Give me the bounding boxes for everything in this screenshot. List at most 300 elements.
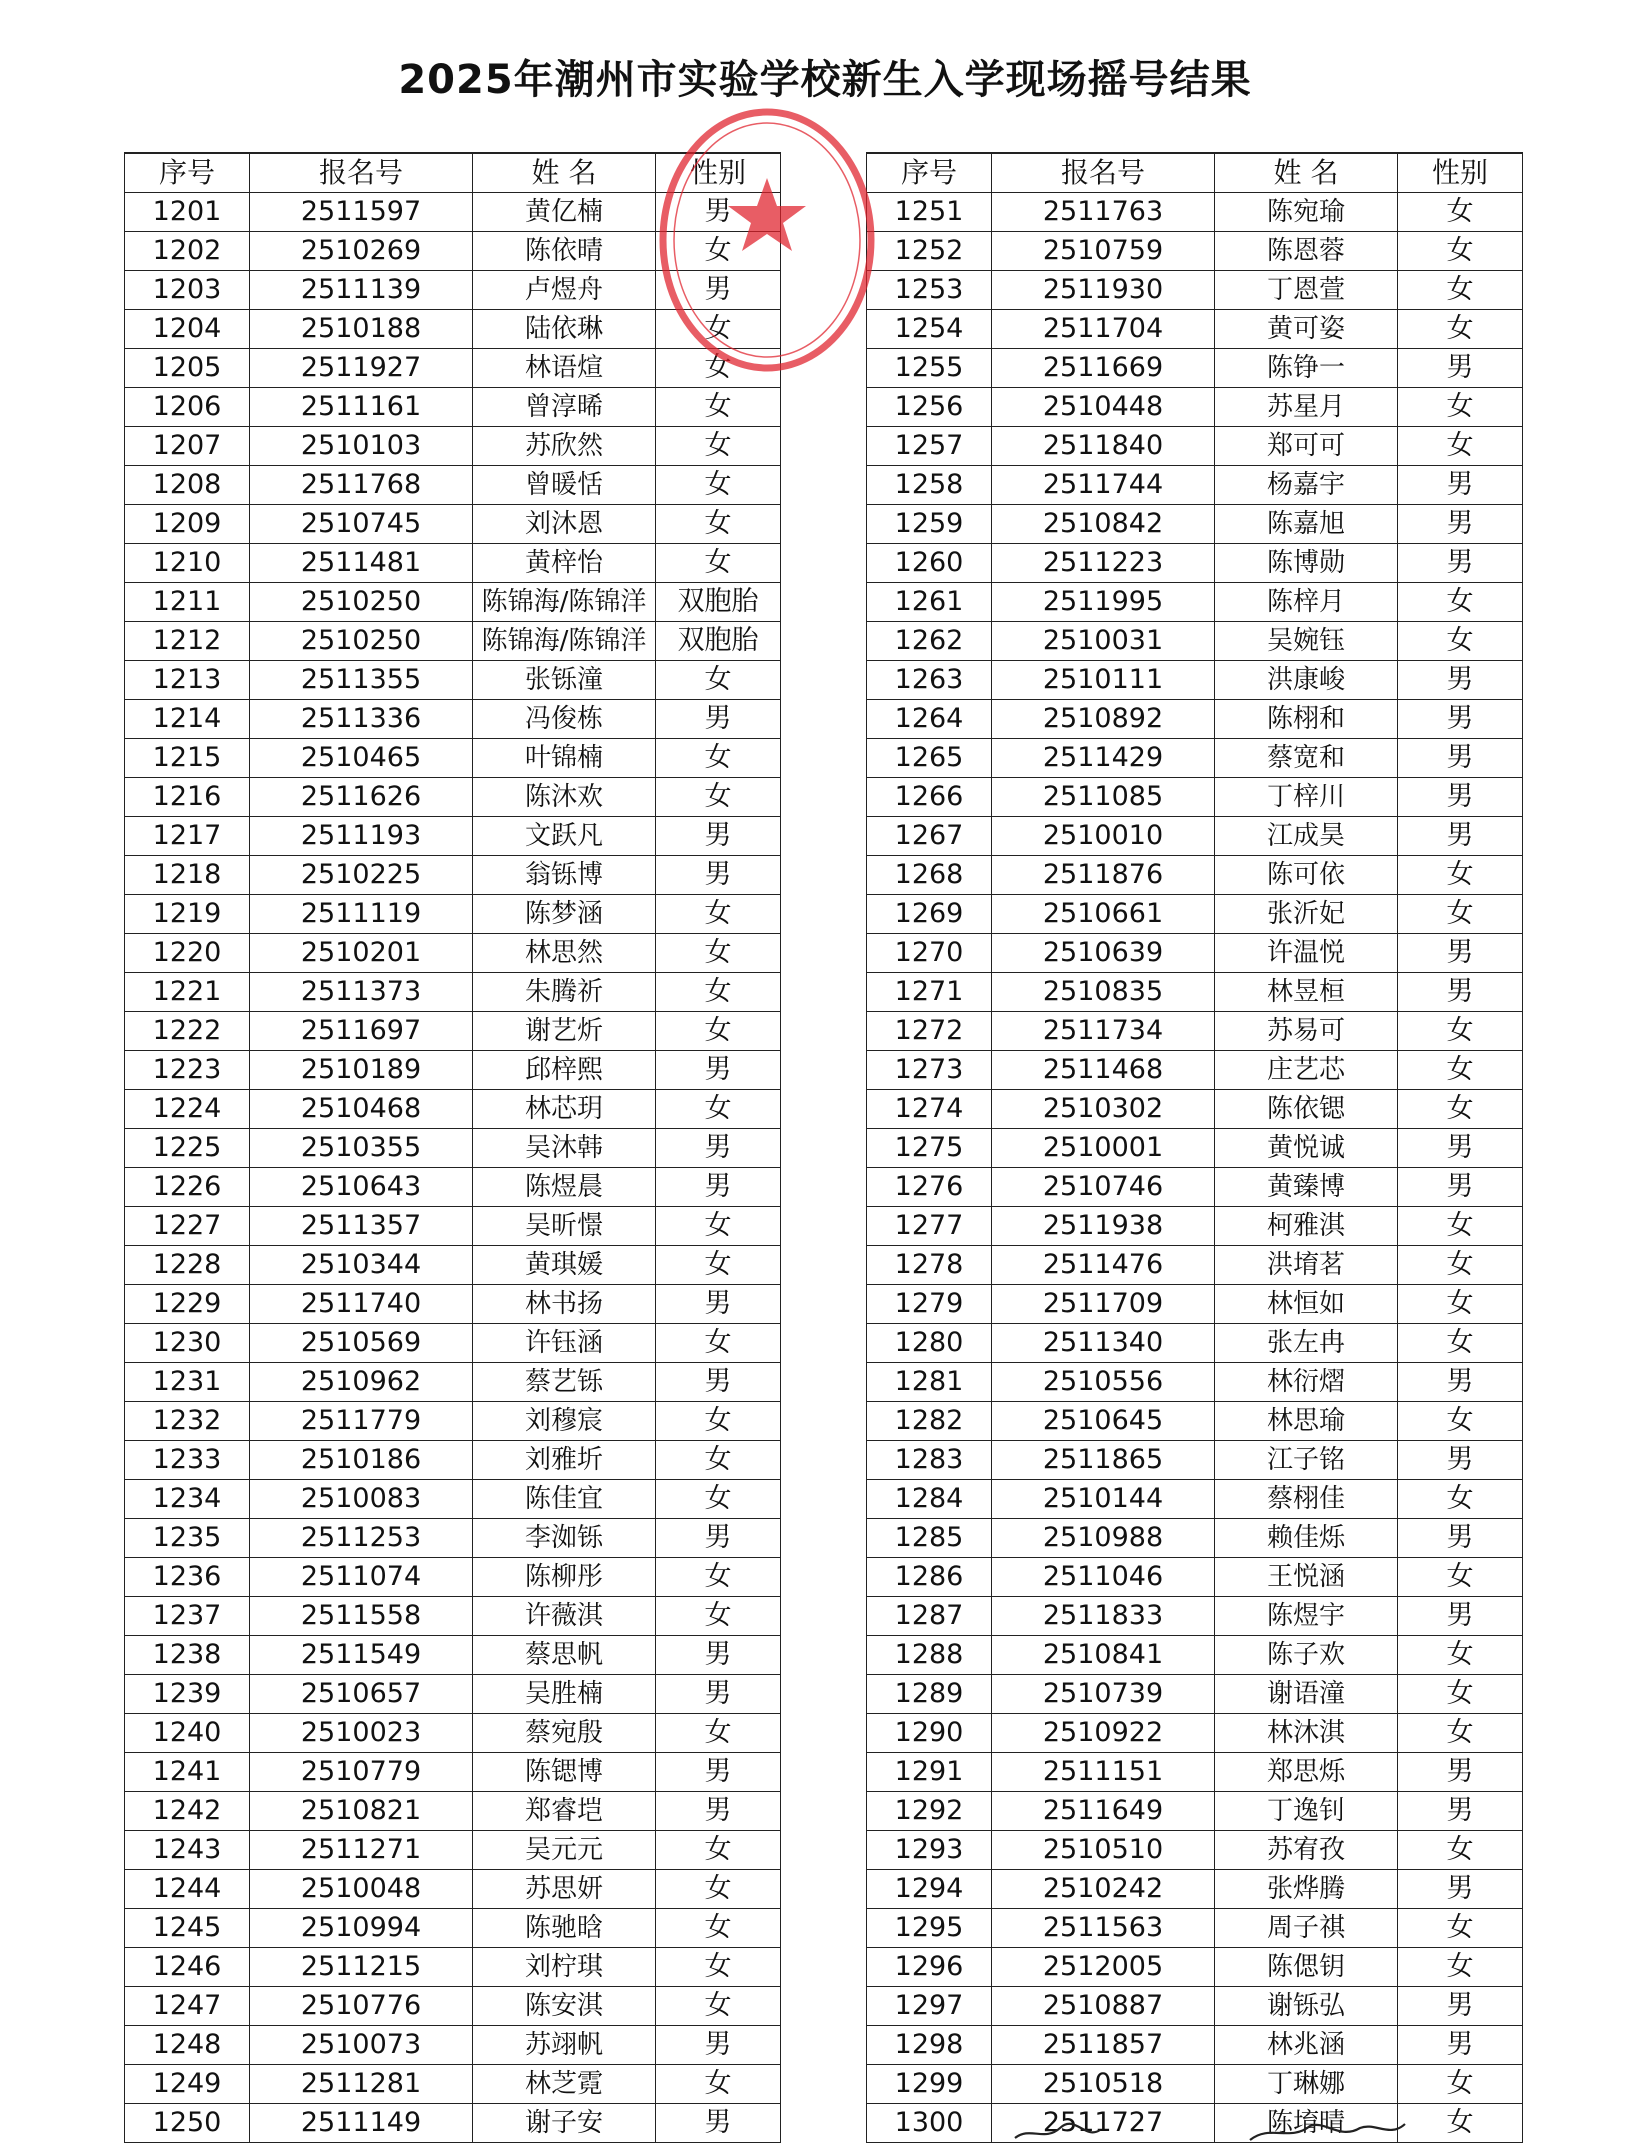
table-row bbox=[867, 271, 1523, 310]
cell-gender: 女 bbox=[1398, 622, 1523, 661]
cell-reg-no: 2510242 bbox=[992, 1870, 1215, 1909]
table-row bbox=[125, 1207, 781, 1246]
table-row bbox=[867, 700, 1523, 739]
cell-seq: 1247 bbox=[125, 1987, 250, 2026]
cell-name: 苏思妍 bbox=[473, 1870, 656, 1909]
cell-seq: 1238 bbox=[125, 1636, 250, 1675]
cell-reg-no: 2510023 bbox=[250, 1714, 473, 1753]
cell-seq: 1267 bbox=[867, 817, 992, 856]
cell-reg-no: 2510031 bbox=[992, 622, 1215, 661]
cell-name: 黄臻博 bbox=[1215, 1168, 1398, 1207]
cell-seq: 1218 bbox=[125, 856, 250, 895]
cell-name: 丁恩萱 bbox=[1215, 271, 1398, 310]
cell-gender: 男 bbox=[656, 1363, 781, 1402]
cell-seq: 1234 bbox=[125, 1480, 250, 1519]
cell-gender: 男 bbox=[656, 700, 781, 739]
cell-reg-no: 2511429 bbox=[992, 739, 1215, 778]
cell-seq: 1292 bbox=[867, 1792, 992, 1831]
cell-gender: 男 bbox=[1398, 1168, 1523, 1207]
cell-name: 刘沐恩 bbox=[473, 505, 656, 544]
cell-name: 曾淳晞 bbox=[473, 388, 656, 427]
cell-reg-no: 2511357 bbox=[250, 1207, 473, 1246]
cell-gender: 女 bbox=[656, 2065, 781, 2104]
cell-reg-no: 2510250 bbox=[250, 622, 473, 661]
cell-name: 谢子安 bbox=[473, 2104, 656, 2143]
header-name: 姓 名 bbox=[473, 153, 656, 193]
cell-name: 柯雅淇 bbox=[1215, 1207, 1398, 1246]
cell-seq: 1255 bbox=[867, 349, 992, 388]
cell-name: 陈煜宇 bbox=[1215, 1597, 1398, 1636]
cell-gender: 男 bbox=[656, 271, 781, 310]
cell-seq: 1263 bbox=[867, 661, 992, 700]
cell-name: 张烨腾 bbox=[1215, 1870, 1398, 1909]
cell-gender: 男 bbox=[1398, 661, 1523, 700]
cell-reg-no: 2511373 bbox=[250, 973, 473, 1012]
cell-seq: 1229 bbox=[125, 1285, 250, 1324]
table-row bbox=[867, 1285, 1523, 1324]
cell-gender: 男 bbox=[656, 1285, 781, 1324]
cell-name: 郑睿垲 bbox=[473, 1792, 656, 1831]
cell-seq: 1259 bbox=[867, 505, 992, 544]
cell-gender: 女 bbox=[1398, 1012, 1523, 1051]
cell-gender: 女 bbox=[1398, 232, 1523, 271]
cell-seq: 1210 bbox=[125, 544, 250, 583]
table-row bbox=[867, 1558, 1523, 1597]
cell-seq: 1250 bbox=[125, 2104, 250, 2143]
cell-name: 蔡宛殷 bbox=[473, 1714, 656, 1753]
cell-gender: 男 bbox=[656, 856, 781, 895]
cell-gender: 女 bbox=[1398, 1948, 1523, 1987]
cell-reg-no: 2510556 bbox=[992, 1363, 1215, 1402]
cell-reg-no: 2511151 bbox=[992, 1753, 1215, 1792]
cell-name: 蔡栩佳 bbox=[1215, 1480, 1398, 1519]
cell-name: 陈锦海/陈锦洋 bbox=[473, 583, 656, 622]
table-row bbox=[867, 1129, 1523, 1168]
cell-name: 陈可依 bbox=[1215, 856, 1398, 895]
table-row bbox=[867, 1753, 1523, 1792]
table-row bbox=[867, 622, 1523, 661]
cell-seq: 1236 bbox=[125, 1558, 250, 1597]
cell-seq: 1285 bbox=[867, 1519, 992, 1558]
cell-gender: 女 bbox=[656, 505, 781, 544]
cell-name: 郑可可 bbox=[1215, 427, 1398, 466]
cell-reg-no: 2511355 bbox=[250, 661, 473, 700]
cell-seq: 1268 bbox=[867, 856, 992, 895]
cell-seq: 1228 bbox=[125, 1246, 250, 1285]
table-row bbox=[125, 1480, 781, 1519]
cell-gender: 男 bbox=[1398, 700, 1523, 739]
cell-name: 叶锦楠 bbox=[473, 739, 656, 778]
cell-seq: 1226 bbox=[125, 1168, 250, 1207]
document-title: 2025年潮州市实验学校新生入学现场摇号结果 bbox=[398, 57, 1252, 103]
cell-gender: 女 bbox=[656, 544, 781, 583]
table-row bbox=[867, 1324, 1523, 1363]
cell-name: 林恒如 bbox=[1215, 1285, 1398, 1324]
cell-reg-no: 2510302 bbox=[992, 1090, 1215, 1129]
cell-name: 林沐淇 bbox=[1215, 1714, 1398, 1753]
table-row bbox=[867, 310, 1523, 349]
cell-gender: 男 bbox=[656, 1519, 781, 1558]
cell-gender: 女 bbox=[656, 388, 781, 427]
table-row bbox=[867, 2065, 1523, 2104]
cell-name: 冯俊栋 bbox=[473, 700, 656, 739]
table-row bbox=[125, 778, 781, 817]
cell-seq: 1274 bbox=[867, 1090, 992, 1129]
cell-seq: 1217 bbox=[125, 817, 250, 856]
cell-gender: 女 bbox=[656, 1480, 781, 1519]
table-row bbox=[125, 1987, 781, 2026]
cell-name: 张左冉 bbox=[1215, 1324, 1398, 1363]
table-row bbox=[867, 232, 1523, 271]
cell-name: 黄悦诚 bbox=[1215, 1129, 1398, 1168]
cell-gender: 女 bbox=[656, 349, 781, 388]
cell-gender: 女 bbox=[1398, 1714, 1523, 1753]
cell-reg-no: 2511549 bbox=[250, 1636, 473, 1675]
cell-gender: 女 bbox=[656, 1597, 781, 1636]
cell-gender: 女 bbox=[656, 1090, 781, 1129]
cell-gender: 男 bbox=[656, 193, 781, 232]
cell-seq: 1294 bbox=[867, 1870, 992, 1909]
cell-gender: 男 bbox=[1398, 2026, 1523, 2065]
cell-reg-no: 2511139 bbox=[250, 271, 473, 310]
cell-gender: 男 bbox=[656, 1129, 781, 1168]
cell-reg-no: 2511558 bbox=[250, 1597, 473, 1636]
table-row bbox=[125, 1753, 781, 1792]
cell-seq: 1222 bbox=[125, 1012, 250, 1051]
table-row bbox=[125, 1324, 781, 1363]
cell-seq: 1244 bbox=[125, 1870, 250, 1909]
table-row bbox=[867, 856, 1523, 895]
cell-name: 庄艺芯 bbox=[1215, 1051, 1398, 1090]
cell-seq: 1207 bbox=[125, 427, 250, 466]
cell-seq: 1212 bbox=[125, 622, 250, 661]
official-seal-stamp bbox=[655, 95, 880, 375]
cell-gender: 女 bbox=[656, 934, 781, 973]
cell-reg-no: 2511193 bbox=[250, 817, 473, 856]
table-row bbox=[867, 1948, 1523, 1987]
cell-gender: 女 bbox=[1398, 1207, 1523, 1246]
cell-name: 黄梓怡 bbox=[473, 544, 656, 583]
cell-reg-no: 2510835 bbox=[992, 973, 1215, 1012]
cell-gender: 男 bbox=[1398, 1870, 1523, 1909]
cell-reg-no: 2510645 bbox=[992, 1402, 1215, 1441]
cell-reg-no: 2510010 bbox=[992, 817, 1215, 856]
table-row bbox=[867, 895, 1523, 934]
cell-seq: 1271 bbox=[867, 973, 992, 1012]
cell-gender: 女 bbox=[1398, 2065, 1523, 2104]
cell-gender: 女 bbox=[1398, 1480, 1523, 1519]
cell-reg-no: 2510518 bbox=[992, 2065, 1215, 2104]
table-row bbox=[125, 1363, 781, 1402]
cell-reg-no: 2510779 bbox=[250, 1753, 473, 1792]
table-row bbox=[125, 1012, 781, 1051]
cell-seq: 1282 bbox=[867, 1402, 992, 1441]
cell-reg-no: 2511709 bbox=[992, 1285, 1215, 1324]
cell-gender: 双胞胎 bbox=[656, 583, 781, 622]
cell-gender: 男 bbox=[656, 2026, 781, 2065]
cell-seq: 1243 bbox=[125, 1831, 250, 1870]
cell-reg-no: 2510643 bbox=[250, 1168, 473, 1207]
table-row bbox=[125, 466, 781, 505]
table-row bbox=[125, 1909, 781, 1948]
table-row bbox=[125, 973, 781, 1012]
cell-seq: 1237 bbox=[125, 1597, 250, 1636]
cell-name: 陈偲钥 bbox=[1215, 1948, 1398, 1987]
cell-seq: 1296 bbox=[867, 1948, 992, 1987]
cell-seq: 1221 bbox=[125, 973, 250, 1012]
handwritten-signature bbox=[1000, 2118, 1460, 2144]
cell-seq: 1202 bbox=[125, 232, 250, 271]
cell-name: 李洳铄 bbox=[473, 1519, 656, 1558]
cell-reg-no: 2511468 bbox=[992, 1051, 1215, 1090]
header-gender: 性别 bbox=[1398, 153, 1523, 193]
cell-gender: 双胞胎 bbox=[656, 622, 781, 661]
table-row bbox=[867, 466, 1523, 505]
cell-seq: 1286 bbox=[867, 1558, 992, 1597]
cell-seq: 1254 bbox=[867, 310, 992, 349]
cell-reg-no: 2511649 bbox=[992, 1792, 1215, 1831]
table-row bbox=[867, 1246, 1523, 1285]
table-row bbox=[867, 661, 1523, 700]
cell-reg-no: 2511930 bbox=[992, 271, 1215, 310]
cell-reg-no: 2511563 bbox=[992, 1909, 1215, 1948]
cell-gender: 男 bbox=[1398, 1987, 1523, 2026]
cell-seq: 1248 bbox=[125, 2026, 250, 2065]
cell-name: 卢煜舟 bbox=[473, 271, 656, 310]
cell-seq: 1278 bbox=[867, 1246, 992, 1285]
cell-gender: 男 bbox=[656, 1675, 781, 1714]
cell-seq: 1213 bbox=[125, 661, 250, 700]
header-name: 姓 名 bbox=[1215, 153, 1398, 193]
cell-name: 陈铮一 bbox=[1215, 349, 1398, 388]
cell-gender: 女 bbox=[1398, 310, 1523, 349]
cell-reg-no: 2511927 bbox=[250, 349, 473, 388]
table-row bbox=[867, 739, 1523, 778]
cell-reg-no: 2511626 bbox=[250, 778, 473, 817]
cell-seq: 1230 bbox=[125, 1324, 250, 1363]
cell-reg-no: 2510344 bbox=[250, 1246, 473, 1285]
cell-seq: 1275 bbox=[867, 1129, 992, 1168]
cell-reg-no: 2510841 bbox=[992, 1636, 1215, 1675]
cell-reg-no: 2511481 bbox=[250, 544, 473, 583]
table-row bbox=[867, 544, 1523, 583]
cell-name: 陈煜晨 bbox=[473, 1168, 656, 1207]
cell-reg-no: 2512005 bbox=[992, 1948, 1215, 1987]
table-row bbox=[125, 544, 781, 583]
table-row bbox=[125, 700, 781, 739]
cell-gender: 女 bbox=[656, 1987, 781, 2026]
cell-reg-no: 2511840 bbox=[992, 427, 1215, 466]
cell-name: 文跃凡 bbox=[473, 817, 656, 856]
cell-name: 丁逸钊 bbox=[1215, 1792, 1398, 1831]
cell-reg-no: 2510083 bbox=[250, 1480, 473, 1519]
cell-name: 吴元元 bbox=[473, 1831, 656, 1870]
cell-seq: 1203 bbox=[125, 271, 250, 310]
cell-seq: 1273 bbox=[867, 1051, 992, 1090]
cell-gender: 女 bbox=[656, 310, 781, 349]
cell-reg-no: 2510657 bbox=[250, 1675, 473, 1714]
cell-name: 陈柳彤 bbox=[473, 1558, 656, 1597]
table-row bbox=[125, 1168, 781, 1207]
table-row bbox=[867, 193, 1523, 232]
cell-name: 张铄潼 bbox=[473, 661, 656, 700]
cell-reg-no: 2511876 bbox=[992, 856, 1215, 895]
cell-name: 洪康峻 bbox=[1215, 661, 1398, 700]
cell-gender: 男 bbox=[1398, 505, 1523, 544]
cell-name: 黄亿楠 bbox=[473, 193, 656, 232]
table-row bbox=[125, 1636, 781, 1675]
cell-reg-no: 2511704 bbox=[992, 310, 1215, 349]
table-row bbox=[125, 2104, 781, 2143]
cell-reg-no: 2511697 bbox=[250, 1012, 473, 1051]
cell-gender: 女 bbox=[1398, 271, 1523, 310]
table-row bbox=[867, 817, 1523, 856]
cell-gender: 女 bbox=[656, 1558, 781, 1597]
cell-reg-no: 2510001 bbox=[992, 1129, 1215, 1168]
cell-reg-no: 2510962 bbox=[250, 1363, 473, 1402]
cell-reg-no: 2511865 bbox=[992, 1441, 1215, 1480]
cell-seq: 1279 bbox=[867, 1285, 992, 1324]
table-row bbox=[125, 1090, 781, 1129]
cell-name: 杨嘉宇 bbox=[1215, 466, 1398, 505]
cell-seq: 1284 bbox=[867, 1480, 992, 1519]
cell-seq: 1291 bbox=[867, 1753, 992, 1792]
table-row bbox=[867, 1090, 1523, 1129]
table-header-row bbox=[867, 153, 1523, 193]
cell-seq: 1299 bbox=[867, 2065, 992, 2104]
table-row bbox=[125, 583, 781, 622]
cell-seq: 1287 bbox=[867, 1597, 992, 1636]
cell-seq: 1265 bbox=[867, 739, 992, 778]
results-table-right bbox=[866, 152, 1523, 2143]
cell-seq: 1233 bbox=[125, 1441, 250, 1480]
cell-name: 陈沐欢 bbox=[473, 778, 656, 817]
cell-gender: 女 bbox=[1398, 583, 1523, 622]
table-row bbox=[125, 622, 781, 661]
cell-name: 丁梓川 bbox=[1215, 778, 1398, 817]
cell-name: 蔡思帆 bbox=[473, 1636, 656, 1675]
cell-reg-no: 2510186 bbox=[250, 1441, 473, 1480]
cell-name: 邱梓熙 bbox=[473, 1051, 656, 1090]
cell-name: 丁琳娜 bbox=[1215, 2065, 1398, 2104]
cell-reg-no: 2510569 bbox=[250, 1324, 473, 1363]
cell-reg-no: 2510225 bbox=[250, 856, 473, 895]
cell-name: 陈驰晗 bbox=[473, 1909, 656, 1948]
cell-reg-no: 2510201 bbox=[250, 934, 473, 973]
cell-reg-no: 2511223 bbox=[992, 544, 1215, 583]
table-row bbox=[125, 856, 781, 895]
cell-seq: 1266 bbox=[867, 778, 992, 817]
cell-name: 赖佳烁 bbox=[1215, 1519, 1398, 1558]
cell-gender: 女 bbox=[1398, 1285, 1523, 1324]
cell-name: 郑思烁 bbox=[1215, 1753, 1398, 1792]
cell-gender: 男 bbox=[1398, 778, 1523, 817]
cell-gender: 男 bbox=[656, 1168, 781, 1207]
table-row bbox=[867, 973, 1523, 1012]
cell-seq: 1281 bbox=[867, 1363, 992, 1402]
cell-seq: 1288 bbox=[867, 1636, 992, 1675]
cell-gender: 女 bbox=[1398, 1090, 1523, 1129]
cell-name: 谢艺炘 bbox=[473, 1012, 656, 1051]
cell-gender: 男 bbox=[656, 1792, 781, 1831]
cell-seq: 1232 bbox=[125, 1402, 250, 1441]
cell-seq: 1280 bbox=[867, 1324, 992, 1363]
cell-reg-no: 2510661 bbox=[992, 895, 1215, 934]
cell-reg-no: 2511271 bbox=[250, 1831, 473, 1870]
table-row bbox=[125, 1246, 781, 1285]
table-row bbox=[125, 1831, 781, 1870]
cell-reg-no: 2510465 bbox=[250, 739, 473, 778]
cell-reg-no: 2510468 bbox=[250, 1090, 473, 1129]
cell-gender: 男 bbox=[1398, 973, 1523, 1012]
table-row bbox=[125, 661, 781, 700]
table-row bbox=[125, 1519, 781, 1558]
cell-seq: 1201 bbox=[125, 193, 250, 232]
cell-seq: 1298 bbox=[867, 2026, 992, 2065]
cell-name: 苏宥孜 bbox=[1215, 1831, 1398, 1870]
cell-gender: 女 bbox=[1398, 1909, 1523, 1948]
cell-gender: 女 bbox=[1398, 1051, 1523, 1090]
table-row bbox=[867, 427, 1523, 466]
cell-seq: 1262 bbox=[867, 622, 992, 661]
cell-reg-no: 2511476 bbox=[992, 1246, 1215, 1285]
header-seq: 序号 bbox=[125, 153, 250, 193]
cell-seq: 1293 bbox=[867, 1831, 992, 1870]
cell-gender: 女 bbox=[1398, 856, 1523, 895]
cell-seq: 1239 bbox=[125, 1675, 250, 1714]
cell-gender: 女 bbox=[656, 1831, 781, 1870]
cell-gender: 女 bbox=[1398, 1324, 1523, 1363]
table-row bbox=[867, 349, 1523, 388]
table-row bbox=[867, 1597, 1523, 1636]
cell-name: 朱腾祈 bbox=[473, 973, 656, 1012]
cell-seq: 1242 bbox=[125, 1792, 250, 1831]
cell-name: 陈依晴 bbox=[473, 232, 656, 271]
star-icon bbox=[728, 178, 806, 251]
cell-name: 刘穆宸 bbox=[473, 1402, 656, 1441]
cell-seq: 1204 bbox=[125, 310, 250, 349]
cell-name: 周子祺 bbox=[1215, 1909, 1398, 1948]
cell-gender: 男 bbox=[656, 1636, 781, 1675]
cell-reg-no: 2510746 bbox=[992, 1168, 1215, 1207]
cell-reg-no: 2510510 bbox=[992, 1831, 1215, 1870]
cell-seq: 1209 bbox=[125, 505, 250, 544]
cell-reg-no: 2511744 bbox=[992, 466, 1215, 505]
cell-name: 苏星月 bbox=[1215, 388, 1398, 427]
cell-reg-no: 2510448 bbox=[992, 388, 1215, 427]
cell-gender: 女 bbox=[1398, 1636, 1523, 1675]
cell-seq: 1256 bbox=[867, 388, 992, 427]
cell-name: 林兆涵 bbox=[1215, 2026, 1398, 2065]
table-row bbox=[867, 1792, 1523, 1831]
table-row bbox=[125, 1129, 781, 1168]
table-row bbox=[867, 1675, 1523, 1714]
cell-seq: 1216 bbox=[125, 778, 250, 817]
table-row bbox=[125, 817, 781, 856]
cell-reg-no: 2510250 bbox=[250, 583, 473, 622]
cell-name: 谢语潼 bbox=[1215, 1675, 1398, 1714]
cell-seq: 1235 bbox=[125, 1519, 250, 1558]
table-row bbox=[125, 1675, 781, 1714]
cell-name: 陈栩和 bbox=[1215, 700, 1398, 739]
cell-gender: 女 bbox=[656, 232, 781, 271]
cell-gender: 男 bbox=[1398, 1363, 1523, 1402]
cell-reg-no: 2510103 bbox=[250, 427, 473, 466]
cell-seq: 1245 bbox=[125, 1909, 250, 1948]
cell-gender: 女 bbox=[1398, 1402, 1523, 1441]
cell-seq: 1260 bbox=[867, 544, 992, 583]
cell-seq: 1214 bbox=[125, 700, 250, 739]
